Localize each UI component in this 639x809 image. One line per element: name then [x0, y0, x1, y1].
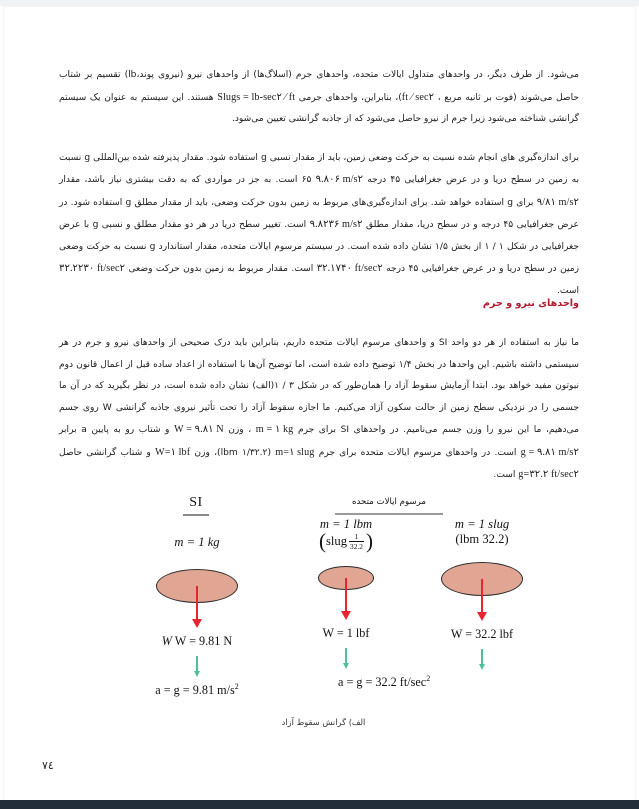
figure-column-si	[132, 535, 262, 698]
figure-header-us-customary	[284, 497, 494, 515]
paragraph-1	[59, 65, 579, 131]
figure-header-si-label: SI	[189, 495, 203, 510]
figure-header-si-rule	[183, 514, 209, 516]
accel-label-us	[338, 674, 431, 690]
p3-math-weight-si: W = ٩.٨١ N	[174, 424, 224, 435]
body-text-block-bottom	[59, 333, 579, 504]
p2-run-4: برای g استفاده خواهد شد. برای اندازه‌گیری‌های مربوط به زمین بدون حرکت وضعی، باید از مقدار مطلق g استفاده شود. در عرض جغرافیایی ۴۵ درجه و در سطح دریا، مقدار مطلق	[59, 197, 579, 230]
weight-label-us-slug	[417, 627, 547, 642]
body-text-block-top	[59, 65, 579, 319]
weight-label-us-lbm	[286, 626, 406, 641]
p1-math-ft-per-sec2: ft ⁄ sec٢	[401, 91, 435, 103]
p2-math-g-981: ٩/٨١ m/s٢	[536, 196, 579, 208]
fraction-numerator: 1	[354, 531, 359, 541]
p1-run-0: می‌شود. از طرف دیگر، در واحدهای متداول ایالات متحده، واحدهای جرم (اسلاگ‌ها) از واحدهای نیرو (نیروی پوند،lb) تقسیم بر شتاب حاصل می‌شوند (فوت بر ثانیه مربع ،	[59, 70, 579, 103]
paragraph-3	[59, 333, 579, 487]
p3-math-mass-si: m = ١ kg	[255, 424, 294, 435]
p1-math-slug-definition: Slugs = lb-sec٢ ⁄ ft	[217, 91, 296, 103]
p3-math-g-si: g = ٩.٨١ m/s٢	[520, 446, 579, 458]
viewer-bottom-bar	[0, 800, 639, 809]
accel-arrow-stem-us-lbm	[345, 648, 347, 664]
weight-arrow-head-us-slug	[477, 612, 487, 621]
page-number: ٧٤	[42, 759, 54, 772]
mass-label-us-lbm-text: m = 1 lbm	[319, 517, 373, 531]
accel-exponent-us: 2	[426, 674, 431, 683]
p3-math-weight-us: W=١ lbf	[155, 446, 191, 458]
accel-arrow-stem-us-slug	[481, 649, 483, 665]
p2-math-g-standard-us: ٣٢.١٧۴٠ ft/sec٢	[316, 263, 383, 274]
mass-label-us-slug	[417, 517, 547, 532]
p2-run-8: است. مقدار مربوط به زمین بدون حرکت وضعی	[125, 264, 317, 274]
weight-arrow-head-us-lbm	[341, 611, 351, 620]
weight-arrow-stem-us-lbm	[345, 578, 348, 612]
figure-header-si	[146, 495, 246, 516]
accel-arrow-head-us-lbm	[343, 663, 349, 669]
weight-arrow-stem-us-slug	[481, 579, 484, 613]
mass-label-us-lbm-fraction	[286, 529, 406, 562]
p3-math-mass-us: m=١ slug	[275, 446, 315, 458]
p2-run-0: برای اندازه‌گیری های انجام شده نسبت به حرکت وضعی زمین، باید از مقدار نسبی g استفاده شود. مقدار پذیرفته شده بین‌المللی g نسبت به زمین در سطح دریا و در عرض جغرافیایی ۴۵ درجه	[59, 152, 580, 185]
figure-column-us-slug	[417, 517, 547, 670]
mass-label-si-text: m = 1 kg	[174, 535, 220, 549]
accel-text-si: a = g = 9.81 m/s	[155, 683, 235, 698]
section-heading-force-and-mass-units: واحدهای نیرو و جرم	[482, 298, 579, 309]
figure-column-us-lbm	[286, 517, 431, 690]
accel-arrow-stem-si	[196, 656, 198, 672]
p2-math-g-absolute-us: ٣٢.٢٢٣٠ ft/sec٢	[59, 263, 126, 274]
figure-header-us-label: مرسوم ایالات متحده	[352, 497, 426, 507]
weight-text-us-lbm: W = 1 lbf	[322, 626, 370, 640]
weight-arrow-head-si	[192, 619, 202, 628]
mass-label-us-lbm	[286, 517, 406, 532]
open-paren-icon: (	[365, 529, 373, 553]
p3-math-g-us: g=٣٢.٢ ft/sec٢	[518, 469, 579, 480]
weight-label-si: W W = 9.81 N	[161, 634, 233, 648]
p3-run-0: ما نیاز به استفاده از هر دو واحد SI و واحدهای مرسوم ایالات متحده داریم، بنابراین باید درک صحیحی از واحدهای نیرو و جرم در هر سیستمی داشته باشیم. این واحدها در بخش ۱/۴ توضیح داده شده است، اما توضیح آن‌ها با استفاده از اعداد ساده قبل از اعمال قانون دوم نیوتون مفید خواهد بود. ابتدا آزمایش سقوط آزاد را همان‌طور که در شکل ۳ / ۱(الف) نشان داده شده است، در نظر بگیرید که در آن ما جسمی را در نزدیکی سطح زمین از حالت سکون آزاد می‌کنیم. ما اجازه سقوط آزاد را تحت تأثیر نیروی جاذبه گرانشی W روی جسم می‌دهیم، ما این نیرو را وزن جسم می‌نامیم. در واحدهای SI برای جرم	[59, 338, 580, 435]
figure-header-us-rule	[335, 513, 443, 515]
accel-text-us: a = g = 32.2 ft/sec	[338, 675, 427, 690]
accel-arrow-head-us-slug	[479, 664, 485, 670]
p2-run-6: است. تغییر سطح دریا در هر دو مقدار مطلق و نسبی g با عرض جغرافیایی در شکل ۱ / ۱ از بخش ۱/۵ نشان داده شده است. در سیستم مرسوم ایالات متحده، مقدار استاندارد g نسبت به حرکت وضعی زمین در سطح دریا و در عرض جغرافیایی ۴۵ درجه	[59, 220, 579, 274]
p1-run-2: )، بنابراین، واحدهای جرمی	[295, 92, 402, 103]
accel-arrow-head-si	[194, 671, 200, 677]
p3-run-2: ، وزن	[223, 425, 256, 435]
figure-caption: الف) گرانش سقوط آزاد	[281, 717, 366, 727]
paragraph-2	[59, 148, 579, 303]
weight-arrow-stem-si	[196, 586, 199, 620]
p3-run-8: (١/٣٢.٢ lbm)، وزن	[190, 447, 276, 458]
viewer-top-strip	[0, 0, 639, 6]
p3-run-4: و شتاب رو به پایین a برابر	[59, 425, 174, 435]
weight-text-us-slug: W = 32.2 lbf	[450, 627, 514, 641]
p3-run-12: است.	[493, 470, 519, 480]
accel-exponent-si: 2	[234, 682, 239, 691]
p3-run-10: و شتاب گرانشی حاصل	[59, 447, 155, 458]
fraction-group-us-lbm	[319, 529, 373, 553]
mass-label-us-slug-sub-text: (32.2 lbm)	[455, 532, 509, 546]
mass-label-us-slug-sub	[417, 532, 547, 562]
figure-free-fall-gravitation	[4, 495, 639, 755]
p1-run-4: هستند. این سیستم به عنوان یک سیستم گرانشی شناخته می‌شود زیرا جرم از نیرو حاصل می‌شود که از جاذبه گرانشی تعیین می‌شود.	[59, 92, 579, 124]
weight-text-si: W = 9.81 N	[174, 634, 233, 648]
p2-math-g-relative-si: ٩.٨٠۶ m/s٢	[315, 174, 364, 185]
mass-label-si	[132, 535, 262, 569]
p2-run-2: ۶۵ است. به جز در مواردی که به دقت بیشتری نیاز باشد، مقدار	[59, 175, 316, 185]
document-page	[4, 7, 635, 800]
mass-label-us-slug-text: m = 1 slug	[454, 517, 510, 531]
close-paren-icon: )	[319, 529, 327, 553]
fraction-unit-label: slug	[326, 534, 348, 549]
fraction-denominator: 32.2	[350, 541, 363, 551]
p2-run-10: است.	[557, 285, 579, 296]
fraction-one-over-322	[349, 533, 364, 551]
p3-run-6: است. در واحدهای مرسوم ایالات متحده برای جرم	[314, 447, 521, 458]
accel-label-si	[132, 682, 262, 698]
p2-math-g-absolute-si: ٩.٨٢٣۶ m/s٢	[309, 219, 363, 230]
